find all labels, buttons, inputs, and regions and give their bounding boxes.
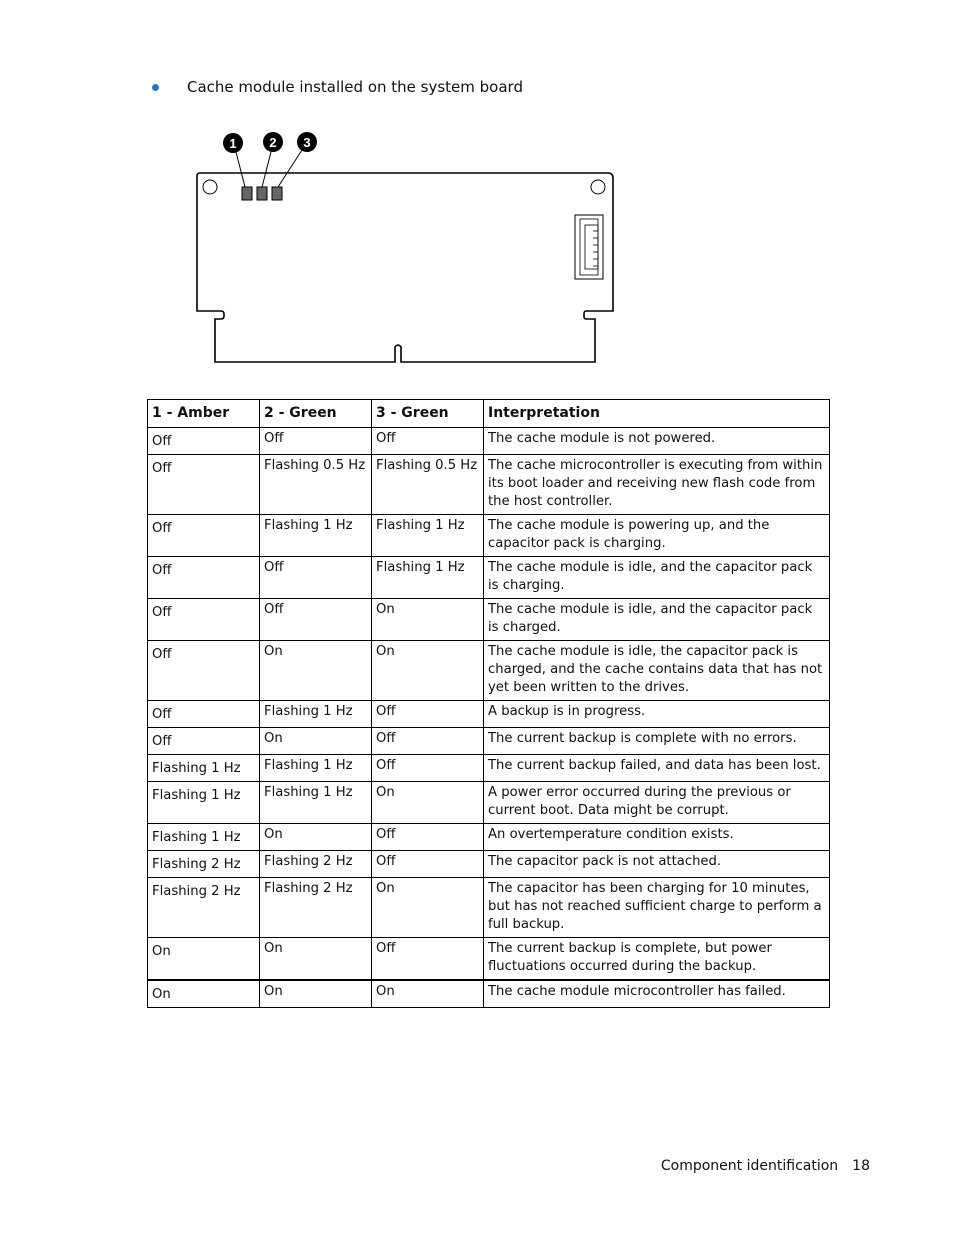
cell-interpretation: The current backup is complete, but power fluctuations occurred during the backup. [484,938,830,981]
callout-3 [297,132,317,152]
cell-amber: Off [148,557,260,599]
cell-green-3: Off [372,428,484,455]
table-row [148,980,830,1008]
cell-green-2: On [260,980,372,1008]
cell-green-2: Flashing 1 Hz [260,701,372,728]
cell-interpretation: The capacitor has been charging for 10 minutes, but has not reached sufficient charge to perform a full backup. [484,878,830,938]
callout-2-label: 2 [269,135,277,150]
callout-1 [223,133,243,153]
cell-green-2: Flashing 0.5 Hz [260,455,372,515]
cell-interpretation: The current backup failed, and data has been lost. [484,755,830,782]
led-2 [257,187,267,200]
cell-amber: On [148,980,260,1008]
table-row [148,851,830,878]
connector [575,215,603,279]
cell-green-2: Flashing 1 Hz [260,755,372,782]
cell-interpretation: The current backup is complete with no errors. [484,728,830,755]
page-number: 18 [852,1158,870,1174]
table-row [148,701,830,728]
cell-green-2: On [260,728,372,755]
mounting-hole-right [591,180,605,194]
cell-amber: Off [148,728,260,755]
cell-green-2: On [260,938,372,981]
leader-line-1 [236,152,245,187]
cell-green-3: Off [372,824,484,851]
table-row [148,428,830,455]
cell-green-2: Off [260,599,372,641]
cell-green-2: Flashing 1 Hz [260,515,372,557]
callout-3-label: 3 [303,135,311,150]
cell-green-2: Flashing 1 Hz [260,782,372,824]
cell-green-3: On [372,641,484,701]
callout-1-label: 1 [229,136,237,151]
cell-interpretation: The cache module microcontroller has failed. [484,980,830,1008]
cache-module-diagram [190,125,630,375]
header-green-2: 2 - Green [260,400,372,428]
cell-interpretation: The cache module is idle, and the capacitor pack is charged. [484,599,830,641]
cell-green-3: Off [372,701,484,728]
bullet-dot [152,84,159,91]
table-row [148,557,830,599]
cell-interpretation: An overtemperature condition exists. [484,824,830,851]
leader-line-2 [262,152,271,187]
table-row [148,599,830,641]
cell-amber: Flashing 1 Hz [148,824,260,851]
header-interpretation: Interpretation [484,400,830,428]
cell-green-3: On [372,980,484,1008]
leader-line-3 [278,150,302,187]
cell-green-3: On [372,782,484,824]
cell-green-3: Off [372,851,484,878]
table-row [148,728,830,755]
cell-green-3: Flashing 0.5 Hz [372,455,484,515]
cell-amber: Flashing 1 Hz [148,755,260,782]
cell-interpretation: The capacitor pack is not attached. [484,851,830,878]
cell-amber: Off [148,701,260,728]
bullet-text: Cache module installed on the system board [187,78,523,96]
cell-interpretation: The cache module is idle, and the capacitor pack is charging. [484,557,830,599]
cell-green-3: On [372,599,484,641]
page-footer [661,1158,870,1174]
header-amber: 1 - Amber [148,400,260,428]
table-row [148,455,830,515]
cell-amber: Flashing 1 Hz [148,782,260,824]
cell-green-3: Flashing 1 Hz [372,557,484,599]
table-header-row [148,400,830,428]
cell-green-2: On [260,641,372,701]
cell-amber: Off [148,428,260,455]
cell-amber: Flashing 2 Hz [148,878,260,938]
led-1 [242,187,252,200]
table-row [148,515,830,557]
cell-amber: Flashing 2 Hz [148,851,260,878]
table-row [148,878,830,938]
cell-interpretation: The cache module is powering up, and the capacitor pack is charging. [484,515,830,557]
cell-amber: On [148,938,260,981]
cell-green-3: Off [372,755,484,782]
cell-interpretation: The cache microcontroller is executing from within its boot loader and receiving new flash code from the host controller. [484,455,830,515]
cell-amber: Off [148,455,260,515]
cell-green-2: Off [260,428,372,455]
board-outline [197,173,613,362]
cell-amber: Off [148,641,260,701]
cell-green-2: Flashing 2 Hz [260,878,372,938]
led-3 [272,187,282,200]
cell-interpretation: A power error occurred during the previous or current boot. Data might be corrupt. [484,782,830,824]
table-row [148,938,830,981]
footer-section: Component identification [660,1158,839,1174]
cell-green-3: Off [372,938,484,981]
mounting-hole-left [203,180,217,194]
callout-2 [263,132,283,152]
cell-interpretation: The cache module is idle, the capacitor pack is charged, and the cache contains data that has not yet been written to the drives. [484,641,830,701]
cell-green-3: Flashing 1 Hz [372,515,484,557]
cell-green-3: On [372,878,484,938]
table-row [148,755,830,782]
cell-amber: Off [148,515,260,557]
cell-green-3: Off [372,728,484,755]
cell-green-2: Off [260,557,372,599]
cell-interpretation: A backup is in progress. [484,701,830,728]
table-row [148,782,830,824]
led-status-table [147,399,830,1008]
header-green-3: 3 - Green [372,400,484,428]
table-row [148,641,830,701]
bullet-item [152,78,523,96]
cell-green-2: On [260,824,372,851]
cell-green-2: Flashing 2 Hz [260,851,372,878]
table-row [148,824,830,851]
cell-interpretation: The cache module is not powered. [484,428,830,455]
cell-amber: Off [148,599,260,641]
